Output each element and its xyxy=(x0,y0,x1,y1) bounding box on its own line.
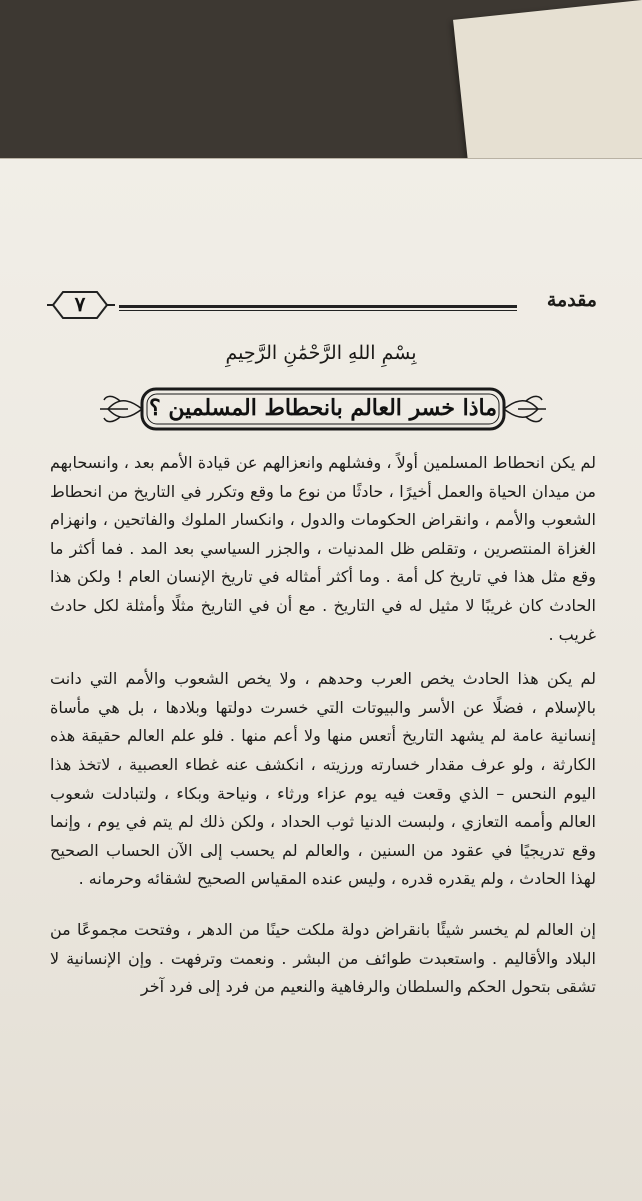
chapter-title-banner xyxy=(98,384,548,434)
body-text xyxy=(50,449,596,1002)
page-number-frame xyxy=(45,289,115,321)
basmala: بِسْمِ اللهِ الرَّحْمَٰنِ الرَّحِيمِ xyxy=(225,342,417,364)
paragraph: لم يكن هذا الحادث يخص العرب وحدهم ، ولا يخص الشعوب والأمم التي دانت بالإسلام ، فضلًا عن الأسر والبيوتات التي خسرت دولتها وبلادها ، بل هي مأساة إنسانية عامة لم يشهد التاريخ أتعس منها ولا أعم منها . فلو علم العالم حقيقة هذه الكارثة ، ولو عرف مقدار خسارته ورزيته ، انكشف عنه غطاء العصبية ، لاتخذ هذا اليوم النحس – الذي وقعت فيه يوم عزاء ورثاء ، ونياحة وبكاء ، ولتبادلت شعوب العالم وأممه التعازي ، ولبست الدنيا ثوب الحداد ، ولكن ذلك لم يتم في يوم ، وإنما وقع تدريجيًا في عقود من السنين ، والعالم لم يحسب إلى الآن الحساب الصحيح لهذا الحادث ، ولم يقدره قدره ، وليس عنده المقياس الصحيح لشقائه وحرمانه . xyxy=(50,669,596,889)
page-number: ٧ xyxy=(74,292,86,316)
paragraph: لم يكن انحطاط المسلمين أولاً ، وفشلهم وانعزالهم عن قيادة الأمم بعد ، وانسحابهم من ميدان الحياة والعمل أخيرًا ، حادثًا من نوع ما وقع وتكرر في التاريخ من انحطاط الشعوب والأمم ، وانقراض الحكومات والدول ، وانكسار الملوك والفاتحين ، وانهزام الغزاة المنتصرين ، وتقلص ظل المدنيات ، والجزر السياسي بعد المد . فما أكثر ما وقع مثل هذا في تاريخ كل أمة . وما أكثر أمثاله في تاريخ الإنسان العام ! ولكن هذا الحادث كان غريبًا لا مثيل له في التاريخ . مع أن في التاريخ مثلًا وأمثلة لكل حادث غريب . xyxy=(50,453,596,644)
background-paper xyxy=(453,0,642,179)
paragraph: إن العالم لم يخسر شيئًا بانقراض دولة ملكت حينًا من الدهر ، وفتحت مجموعًا من البلاد والأقاليم . واستعبدت طوائف من البشر . ونعمت وترفهت . وإن الإنسانية لا تشقى بتحول الحكم والسلطان والرفاهية والنعيم من فرد إلى فرد آخر xyxy=(50,919,596,997)
running-title: مقدمة xyxy=(546,289,597,311)
chapter-title: ماذا خسر العالم بانحطاط المسلمين ؟ xyxy=(148,395,497,421)
page-header xyxy=(45,289,597,323)
book-page xyxy=(0,158,642,1201)
header-rule xyxy=(119,305,517,311)
